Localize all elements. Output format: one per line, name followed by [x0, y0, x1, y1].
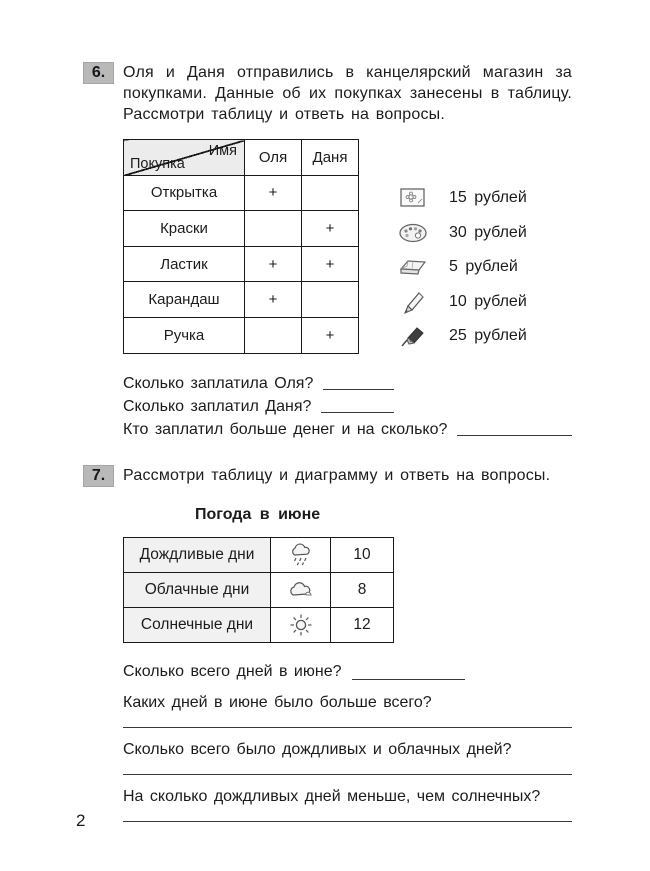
- answer-line: [123, 821, 572, 822]
- table-header-row: [124, 140, 359, 176]
- pen-icon: [395, 324, 431, 348]
- exercise-7-questions: [123, 661, 572, 822]
- exercise-7-text: Рассмотри таблицу и диаграмму и ответь на вопросы.: [123, 466, 551, 484]
- answer-line: [123, 774, 572, 775]
- mark-cell: +: [245, 282, 302, 318]
- question-line: [123, 661, 572, 683]
- price-row: [395, 250, 527, 285]
- mark-cell: [245, 317, 302, 353]
- question-text: Сколько заплатила Оля?: [123, 374, 314, 392]
- table-row: [124, 572, 394, 607]
- purchases-table: [123, 139, 359, 354]
- question-line: [123, 416, 572, 439]
- paints-icon: [395, 222, 431, 244]
- weather-value: 8: [331, 572, 394, 607]
- postcard-icon: [395, 186, 431, 210]
- mark-cell: +: [302, 211, 359, 247]
- item-label: Ручка: [124, 317, 245, 353]
- weather-value: 12: [331, 607, 394, 642]
- answer-line: [123, 727, 572, 728]
- weather-table: [123, 537, 394, 643]
- price-label: 10 рублей: [449, 292, 527, 310]
- table-row: [124, 246, 359, 282]
- mark-cell: +: [302, 317, 359, 353]
- page-number: 2: [76, 811, 86, 830]
- price-label: 15 рублей: [449, 189, 527, 207]
- column-header-danya: Даня: [302, 140, 359, 176]
- price-row: [395, 216, 527, 251]
- answer-line: [457, 435, 572, 436]
- answer-line: [352, 679, 465, 680]
- corner-label-name: Имя: [208, 143, 237, 159]
- item-label: Ластик: [124, 246, 245, 282]
- mark-cell: +: [302, 246, 359, 282]
- cloud-icon: [271, 572, 331, 607]
- question-text: Кто заплатил больше денег и на сколько?: [123, 420, 448, 438]
- item-label: Открытка: [124, 175, 245, 211]
- table-row: [124, 175, 359, 211]
- exercise-7-number: 7.: [83, 465, 114, 487]
- table-row: [124, 607, 394, 642]
- table-row: [124, 317, 359, 353]
- mark-cell: +: [245, 175, 302, 211]
- answer-line: [323, 389, 394, 390]
- item-label: Карандаш: [124, 282, 245, 318]
- column-header-olya: Оля: [245, 140, 302, 176]
- price-row: [395, 181, 527, 216]
- price-label: 5 рублей: [449, 258, 518, 276]
- weather-value: 10: [331, 537, 394, 572]
- table-row: [124, 282, 359, 318]
- question-text: Сколько всего дней в июне?: [123, 662, 342, 680]
- mark-cell: [302, 282, 359, 318]
- question-text: На сколько дождливых дней меньше, чем солнечных?: [123, 787, 541, 805]
- price-row: [395, 285, 527, 320]
- rain-cloud-icon: [271, 537, 331, 572]
- question-text: Сколько всего было дождливых и облачных дней?: [123, 740, 512, 758]
- mark-cell: +: [245, 246, 302, 282]
- weather-table-title: Погода в июне: [195, 505, 321, 523]
- eraser-icon: [395, 257, 431, 277]
- diagonal-corner-cell: [124, 140, 245, 176]
- exercise-7: [91, 465, 572, 822]
- question-line: [123, 370, 572, 393]
- exercise-6-questions: [123, 370, 572, 439]
- exercise-6-number: 6.: [83, 62, 114, 84]
- price-label: 30 рублей: [449, 223, 527, 241]
- weather-label: Облачные дни: [124, 572, 271, 607]
- mark-cell: [302, 175, 359, 211]
- question-text: Каких дней в июне было больше всего?: [123, 693, 432, 711]
- price-label: 25 рублей: [449, 327, 527, 345]
- exercise-6: [91, 0, 572, 439]
- sun-icon: [271, 607, 331, 642]
- pencil-icon: [395, 289, 431, 315]
- answer-line: [321, 412, 394, 413]
- purchases-table-area: [123, 139, 572, 354]
- table-row: [124, 211, 359, 247]
- weather-label: Солнечные дни: [124, 607, 271, 642]
- price-row: [395, 319, 527, 354]
- question-text: Сколько заплатил Даня?: [123, 397, 312, 415]
- corner-label-purchase: Покупка: [130, 155, 185, 172]
- table-row: [124, 537, 394, 572]
- exercise-6-text: Оля и Даня отправились в канцелярский магазин за покупками. Данные об их покупках занесены в таблицу. Рассмотри таблицу и ответь на вопросы.: [123, 64, 572, 123]
- weather-label: Дождливые дни: [124, 537, 271, 572]
- item-label: Краски: [124, 211, 245, 247]
- mark-cell: [245, 211, 302, 247]
- question-line: [123, 393, 572, 416]
- price-list: [395, 139, 527, 354]
